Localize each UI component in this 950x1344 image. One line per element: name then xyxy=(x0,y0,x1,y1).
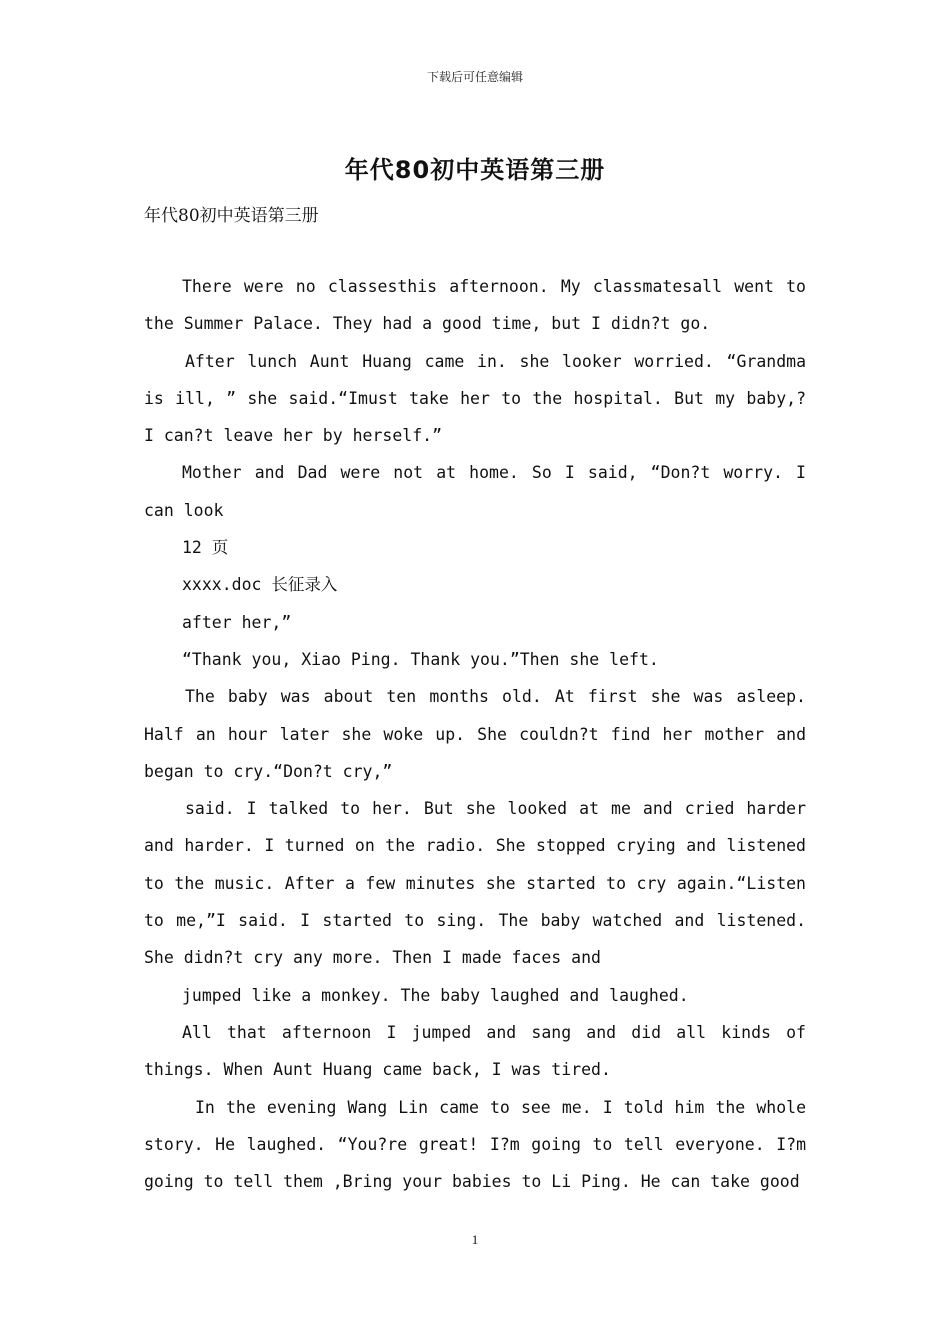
paragraph: After lunch Aunt Huang came in. she looker worried. “Grandma is ill, ” she said.“Imust take her to the hospital. But my baby,? I can?t leave her by herself.” xyxy=(144,351,806,446)
paragraph: Mother and Dad were not at home. So I said, “Don?t worry. I can look xyxy=(144,463,806,520)
document-title: 年代80初中英语第三册 xyxy=(344,156,606,184)
paragraph: There were no classesthis afternoon. My classmatesall went to the Summer Palace. They had a good time, but I didn?t go. xyxy=(144,277,806,334)
paragraph: “Thank you, Xiao Ping. Thank you.”Then she left. xyxy=(182,649,659,669)
page-header: 下载后可任意编辑 xyxy=(426,70,523,84)
paragraph: jumped like a monkey. The baby laughed and laughed. xyxy=(182,985,689,1005)
paragraph: In the evening Wang Lin came to see me. I told him the whole story. He laughed. “You?re great! I?m going to tell everyone. I?m going to tell them ,Bring your babies to Li Ping. He can take good xyxy=(144,1097,806,1192)
paragraph: The baby was about ten months old. At first she was asleep. Half an hour later she woke up. She couldn?t find her mother and began to cry.“Don?t cry,” xyxy=(144,687,806,781)
paragraph: after her,” xyxy=(182,612,292,632)
paragraph: 12 页 xyxy=(182,538,229,558)
document-body xyxy=(144,268,806,1200)
document-subtitle: 年代80初中英语第三册 xyxy=(144,206,319,226)
page-number: 1 xyxy=(471,1232,479,1247)
paragraph: xxxx.doc 长征录入 xyxy=(182,575,338,595)
paragraph: All that afternoon I jumped and sang and did all kinds of things. When Aunt Huang came back, I was tired. xyxy=(144,1022,806,1080)
paragraph: said. I talked to her. But she looked at me and cried harder and harder. I turned on the radio. She stopped crying and listened to the music. After a few minutes she started to cry again.“Listen to me,”I said. I started to sing. The baby watched and listened. She didn?t cry any more. Then I made faces and xyxy=(144,799,806,968)
